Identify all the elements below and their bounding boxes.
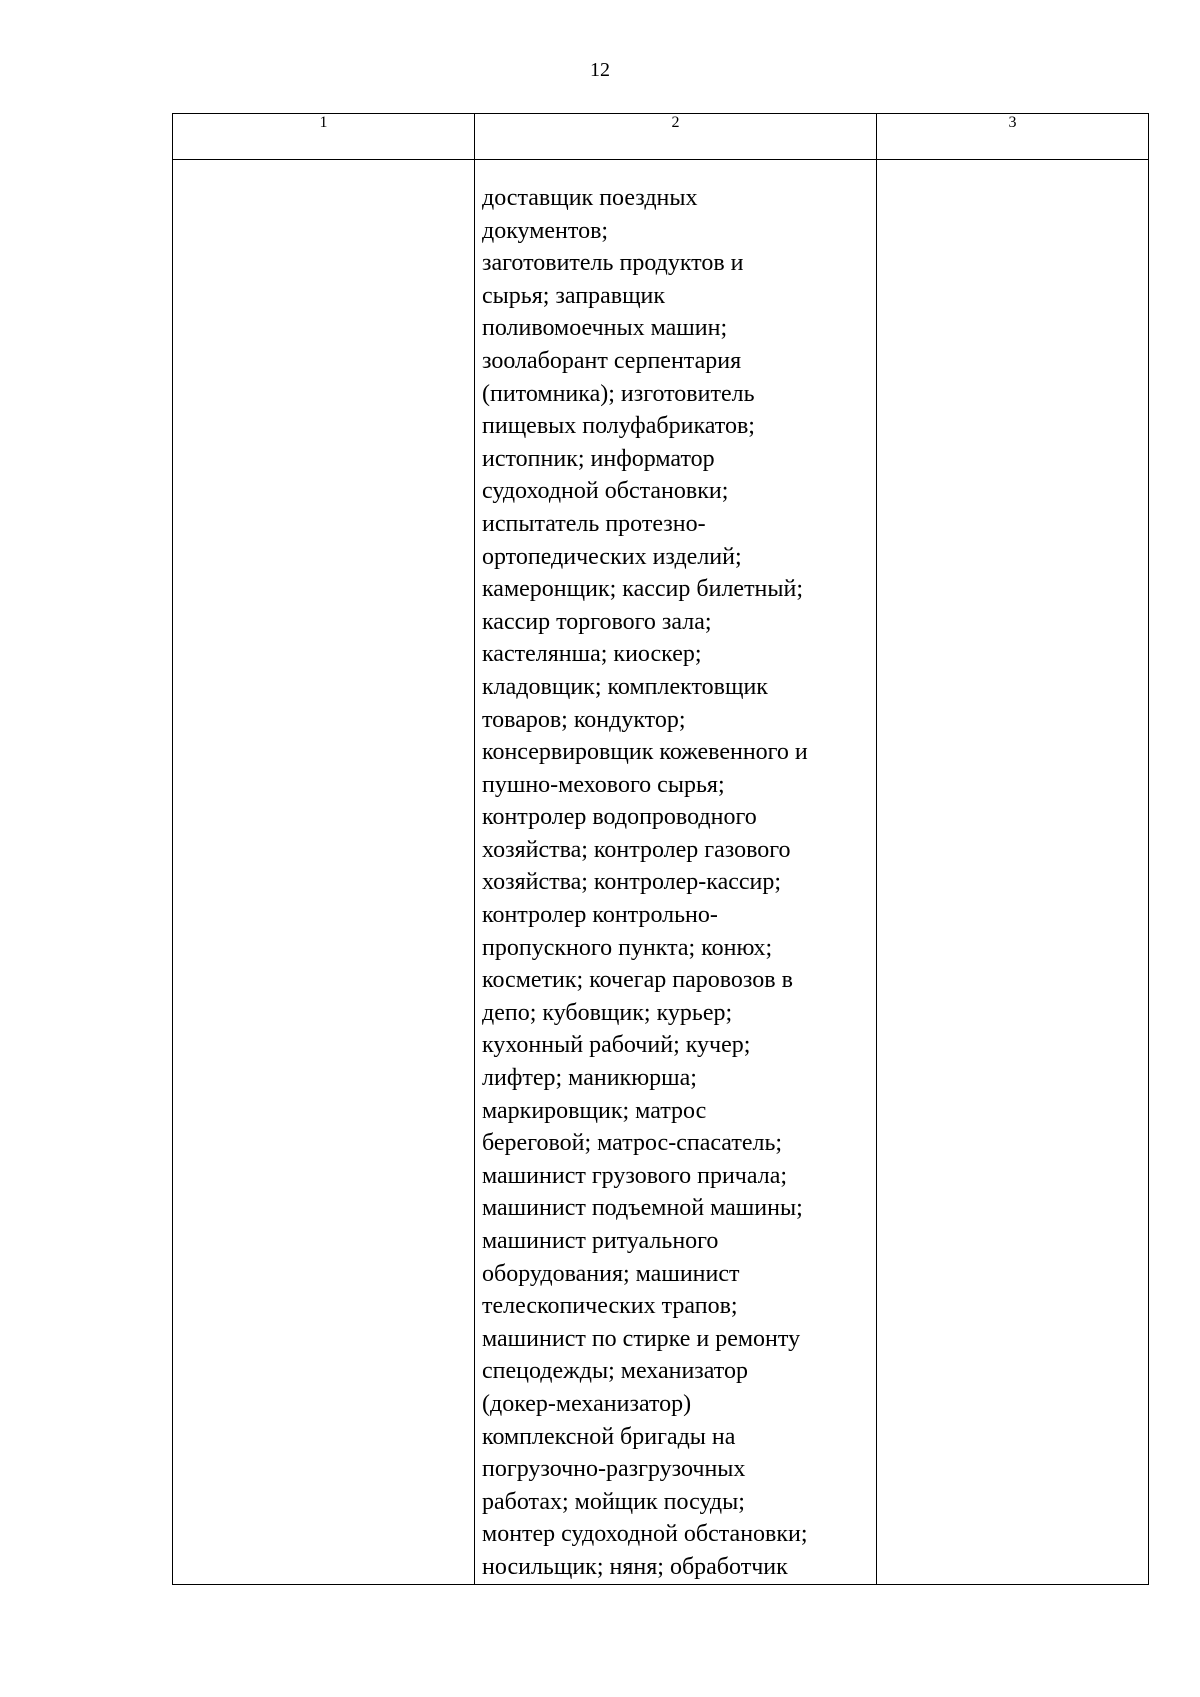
- occupation-line: испытатель протезно-: [482, 510, 706, 537]
- occupation-line: машинист по стирке и ремонту: [482, 1325, 801, 1352]
- occupation-line: комплексной бригады на: [482, 1423, 736, 1450]
- occupation-line: косметик; кочегар паровозов в: [482, 967, 793, 994]
- occupation-line: сырья; заправщик: [482, 282, 666, 309]
- occupation-line: истопник; информатор: [482, 445, 715, 472]
- occupation-line: спецодежды; механизатор: [482, 1358, 748, 1385]
- occupation-line: доставщик поездных: [482, 185, 698, 211]
- occupation-line: носильщик; няня; обработчик: [482, 1553, 788, 1580]
- occupation-line: работах; мойщик посуды;: [482, 1488, 745, 1515]
- occupation-line: телескопических трапов;: [482, 1293, 738, 1320]
- occupation-line: контролер водопроводного: [482, 804, 757, 831]
- table-header-row: [173, 114, 1149, 160]
- occupation-line: товаров; кондуктор;: [482, 706, 686, 733]
- column-header-1: 1: [173, 114, 475, 160]
- occupation-line: заготовитель продуктов и: [482, 250, 744, 277]
- occupation-line: кастелянша; киоскер;: [482, 641, 702, 668]
- occupation-line: машинист ритуального: [482, 1228, 719, 1254]
- occupation-line: документов;: [482, 217, 609, 244]
- occupation-line: лифтер; маникюрша;: [482, 1065, 697, 1092]
- occupation-line: депо; кубовщик; курьер;: [482, 999, 733, 1026]
- occupation-list: [475, 160, 876, 1584]
- table-row: [173, 160, 1149, 1585]
- occupation-line: хозяйства; контролер газового: [482, 836, 791, 863]
- cell-column-2: [475, 160, 877, 1585]
- occupation-line: (докер-механизатор): [482, 1390, 692, 1417]
- occupation-line: зоолаборант серпентария: [482, 347, 742, 374]
- occupation-line: контролер контрольно-: [482, 902, 718, 929]
- occupation-line: кладовщик; комплектовщик: [482, 673, 768, 700]
- occupation-line: хозяйства; контролер-кассир;: [482, 869, 782, 896]
- occupation-line: машинист подъемной машины;: [482, 1195, 803, 1222]
- occupation-line: поливомоечных машин;: [482, 315, 728, 342]
- cell-column-1: [173, 160, 475, 1585]
- occupation-line: (питомника); изготовитель: [482, 380, 755, 407]
- occupation-line: камеронщик; кассир билетный;: [482, 576, 804, 603]
- occupation-line: монтер судоходной обстановки;: [482, 1521, 808, 1548]
- occupation-line: кухонный рабочий; кучер;: [482, 1032, 751, 1059]
- occupation-line: пропускного пункта; конюх;: [482, 934, 773, 961]
- occupation-line: судоходной обстановки;: [482, 478, 729, 505]
- occupation-line: погрузочно-разгрузочных: [482, 1456, 746, 1483]
- cell-column-3: [877, 160, 1149, 1585]
- occupation-line: кассир торгового зала;: [482, 608, 712, 635]
- column-header-2: 2: [475, 114, 877, 160]
- document-table: [172, 113, 1149, 1585]
- occupation-line: консервировщик кожевенного и: [482, 739, 808, 766]
- occupation-line: машинист грузового причала;: [482, 1162, 788, 1189]
- occupation-line: пушно-мехового сырья;: [482, 771, 725, 798]
- occupation-line: маркировщик; матрос: [482, 1097, 707, 1124]
- column-header-3: 3: [877, 114, 1149, 160]
- occupation-line: береговой; матрос-спасатель;: [482, 1130, 783, 1157]
- occupation-line: ортопедических изделий;: [482, 543, 742, 570]
- occupation-line: оборудования; машинист: [482, 1260, 740, 1287]
- occupation-line: пищевых полуфабрикатов;: [482, 413, 755, 440]
- page-number: 12: [590, 59, 610, 81]
